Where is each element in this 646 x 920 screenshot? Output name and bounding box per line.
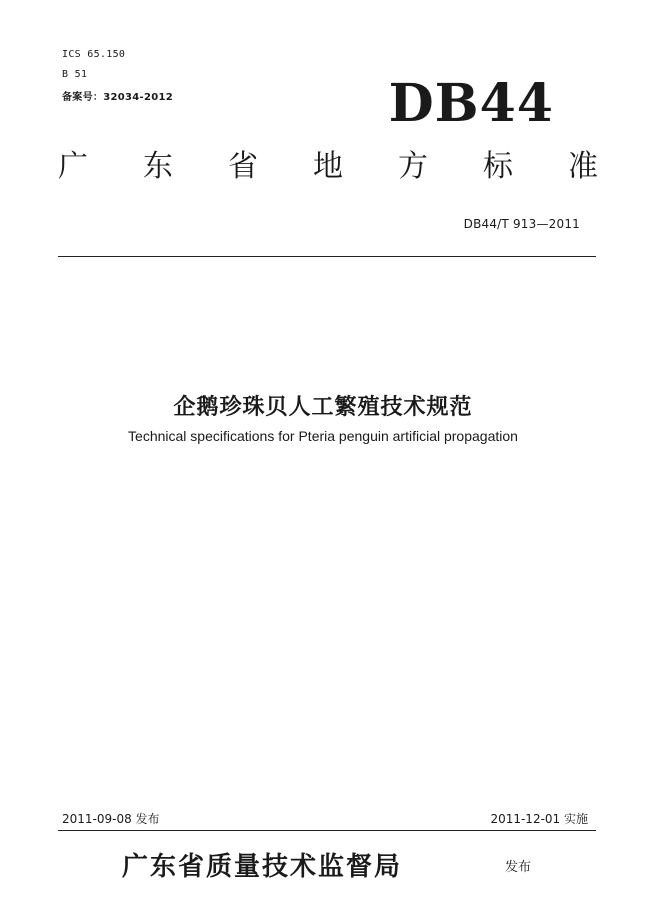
- standard-type-char: 标: [483, 149, 513, 184]
- classification-code: B 51: [62, 69, 88, 80]
- title-english: Technical specifications for Pteria penguin artificial propagation: [128, 428, 518, 444]
- divider-bottom: [58, 830, 596, 831]
- issuer-suffix: 发布: [505, 860, 532, 875]
- standard-type-heading: [58, 149, 598, 184]
- standard-type-char: 东: [143, 149, 173, 184]
- standard-type-char: 省: [228, 149, 258, 184]
- standard-type-char: 广: [58, 149, 88, 184]
- divider-top: [58, 256, 596, 257]
- filing-number: 备案号：32034-2012: [62, 92, 173, 103]
- issuer-name: 广东省质量技术监督局: [122, 852, 403, 882]
- standard-number: DB44/T 913—2011: [463, 217, 580, 231]
- standard-type-char: 方: [398, 149, 428, 184]
- title-chinese: 企鹅珍珠贝人工繁殖技术规范: [173, 395, 473, 420]
- effective-date: 2011-12-01 实施: [490, 812, 588, 826]
- db-code-logo: DB44: [388, 73, 554, 134]
- standard-type-char: 准: [568, 149, 598, 184]
- publish-date: 2011-09-08 发布: [62, 812, 160, 826]
- standard-type-char: 地: [313, 149, 343, 184]
- ics-code: ICS 65.150: [62, 49, 126, 60]
